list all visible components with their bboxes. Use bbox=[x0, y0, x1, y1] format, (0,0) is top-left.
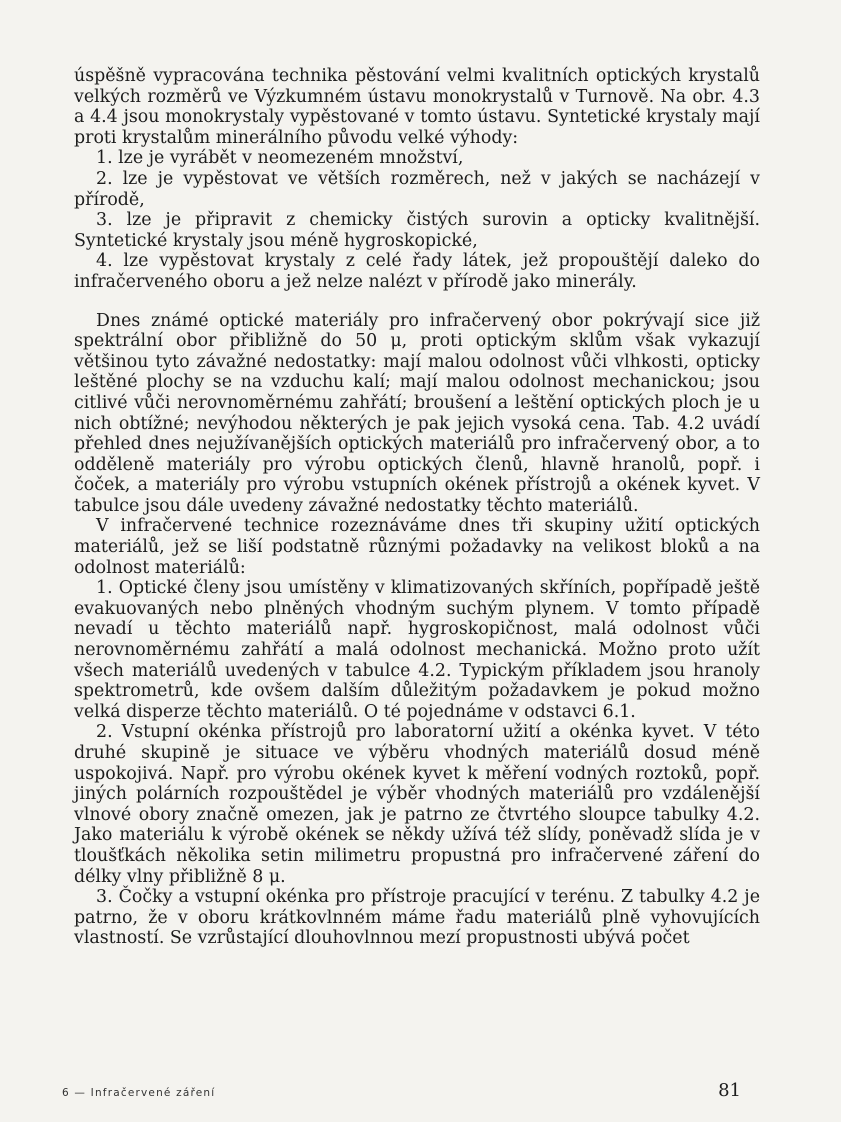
advantage-item-4: 4. lze vypěstovat krystaly z celé řady látek, jež propouštějí daleko do infračerveného oboru a jež nelze nalézt v přírodě jako minerály. bbox=[74, 251, 760, 292]
page-number: 81 bbox=[718, 1080, 741, 1101]
group-item-3: 3. Čočky a vstupní okénka pro přístroje pracující v terénu. Z tabulky 4.2 je patrno, že v oboru krátkovlnném máme řadu materiálů plně vyhovujících vlastností. Se vzrůstající dlouhovlnnou mezí propustnosti ubývá počet bbox=[74, 887, 760, 949]
running-footer-chapter: 6 — Infračervené záření bbox=[62, 1087, 216, 1099]
advantage-item-3: 3. lze je připravit z chemicky čistých surovin a opticky kvalitnější. Syntetické krystaly jsou méně hygroskopické, bbox=[74, 210, 760, 251]
intro-paragraph: úspěšně vypracována technika pěstování velmi kvalitních optických krystalů velkých rozměrů ve Výzkumném ústavu monokrystalů v Turnově. Na obr. 4.3 a 4.4 jsou monokrystaly vypěstované v tomto ústavu. Syntetické krystaly mají proti krystalům minerálního původu velké výhody: bbox=[74, 66, 760, 148]
advantage-item-1: 1. lze je vyrábět v neomezeném množství, bbox=[96, 148, 464, 169]
page-body bbox=[74, 66, 760, 949]
paragraph-groups-intro: V infračervené technice rozeznáváme dnes tři skupiny užití optických materiálů, jež se liší podstatně různými požadavky na velikost bloků a na odolnost materiálů: bbox=[74, 516, 760, 578]
advantage-item-2: 2. lze je vypěstovat ve větších rozměrech, než v jakých se nacházejí v přírodě, bbox=[74, 168, 760, 210]
group-item-1: 1. Optické členy jsou umístěny v klimatizovaných skříních, popřípadě ještě evakuovaných nebo plněných vhodným suchým plynem. V tomto případě nevadí u těchto materiálů např. hygroskopičnost, malá odolnost vůči nerovnoměrnému zahřátí a malá odolnost mechanická. Možno proto užít všech materiálů uvedených v tabulce 4.2. Typickým příkladem jsou hranoly spektrometrů, kde ovšem dalším důležitým požadavkem je pokud možno velká disperze těchto materiálů. O té pojednáme v odstavci 6.1. bbox=[74, 578, 760, 722]
paragraph-materials: Dnes známé optické materiály pro infračervený obor pokrývají sice již spektrální obor přibližně do 50 μ, proti optickým sklům však vykazují většinou tyto závažné nedostatky: mají malou odolnost vůči vlhkosti, opticky leštěné plochy se na vzduchu kalí; mají malou odolnost mechanickou; jsou citlivé vůči nerovnoměrnému zahřátí; broušení a leštění optických ploch je u nich obtížné; nevýhodou některých je pak jejich vysoká cena. Tab. 4.2 uvádí přehled dnes nejužívanějších optických materiálů pro infračervený obor, a to odděleně materiály pro výrobu optických členů, hlavně hranolů, popř. i čoček, a materiály pro výrobu vstupních okének přístrojů a okének kyvet. V tabulce jsou dále uvedeny závažné nedostatky těchto materiálů. bbox=[74, 310, 760, 516]
group-item-2: 2. Vstupní okénka přístrojů pro laboratorní užití a okénka kyvet. V této druhé skupině je situace ve výběru vhodných materiálů dosud méně uspokojivá. Např. pro výrobu okének kyvet k měření vodných roztoků, popř. jiných polárních rozpouštědel je výběr vhodných materiálů pro vzdálenější vlnové obory značně omezen, jak je patrno ze čtvrtého sloupce tabulky 4.2. Jako materiálu k výrobě okének se někdy užívá též slídy, poněvadž slída je v tloušťkách několika setin milimetru propustná pro infračervené záření do délky vlny přibližně 8 μ. bbox=[74, 722, 760, 887]
